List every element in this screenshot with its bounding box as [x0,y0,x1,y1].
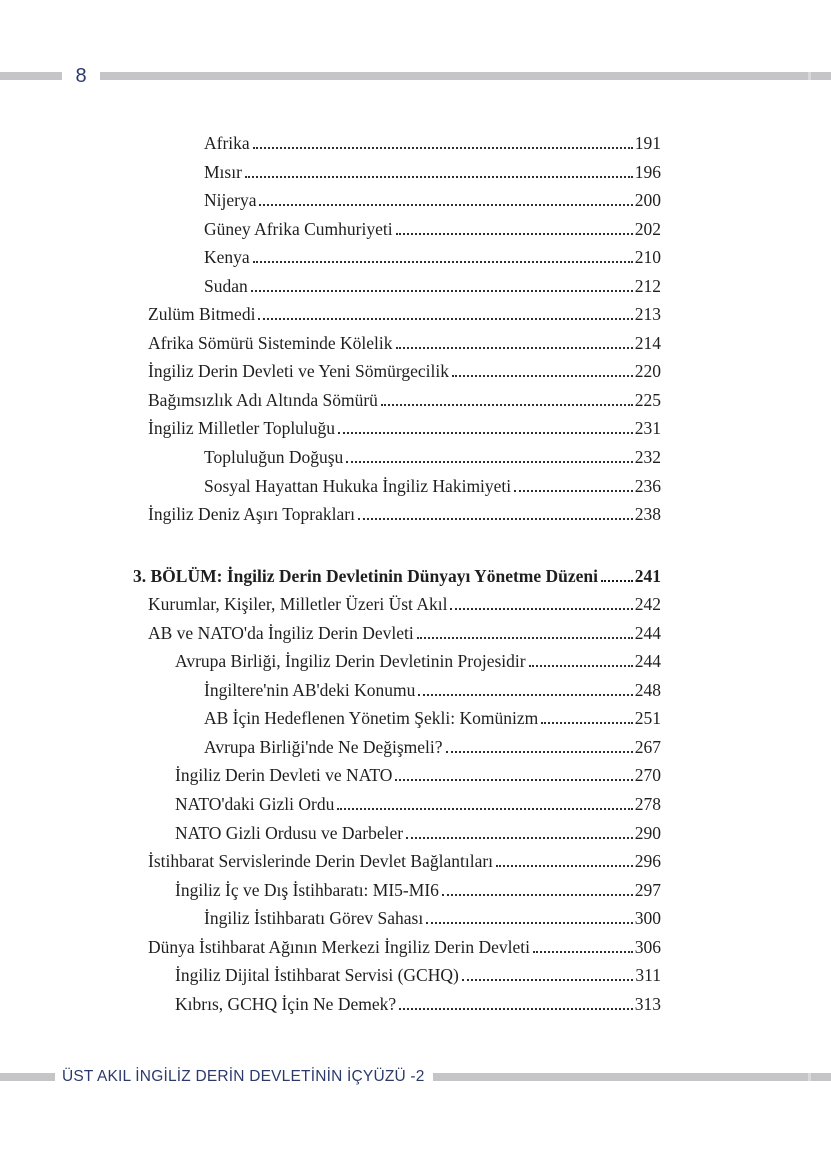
toc-entry-page: 244 [634,651,661,672]
toc-entry-label: Topluluğun Doğuşu [204,447,344,468]
toc-entry [133,790,661,819]
toc-entry-page: 297 [634,879,661,900]
page-number: 8 [75,65,87,87]
toc-entry-page: 251 [634,708,661,729]
toc-entry-label: İngiliz Derin Devleti ve Yeni Sömürgecilik [148,361,450,382]
toc-entry [133,386,661,415]
toc-entry-label: İngiliz Dijital İstihbarat Servisi (GCHQ) [175,965,459,986]
header-rule-notch [808,72,811,80]
dotted-leader [251,290,633,292]
toc-entry-page: 214 [634,332,661,353]
toc-entry-label: Avrupa Birliği'nde Ne Değişmeli? [204,736,443,757]
toc-entry [133,329,661,358]
toc-entry-page: 244 [634,622,661,643]
dotted-leader [358,518,633,520]
toc-entry-page: 232 [634,447,661,468]
toc-entry-label: Avrupa Birliği, İngiliz Derin Devletinin Projesidir [175,651,526,672]
dotted-leader [601,580,633,582]
dotted-leader [396,233,633,235]
toc-entry [133,990,661,1019]
toc-entry-page: 278 [634,794,661,815]
toc-entry-label: AB İçin Hedeflenen Yönetim Şekli: Komünizm [204,708,539,729]
footer-rule-notch [808,1073,811,1081]
toc-entry-label: 3. BÖLÜM: İngiliz Derin Devletinin Dünyayı Yönetme Düzeni [133,565,599,586]
toc-entry-page: 248 [634,679,661,700]
dotted-leader [426,922,633,924]
toc-entry-label: İngiltere'nin AB'deki Konumu [204,679,416,700]
toc-entry-label: NATO'daki Gizli Ordu [175,794,335,815]
toc-entry-label: İngiliz Derin Devleti ve NATO [175,765,393,786]
toc-entry [133,704,661,733]
toc-entry [133,472,661,501]
toc-entry-page: 296 [634,851,661,872]
toc-entry-label: Kıbrıs, GCHQ İçin Ne Demek? [175,993,397,1014]
dotted-leader [452,375,633,377]
toc-entry-page: 270 [634,765,661,786]
toc-entry [133,961,661,990]
toc-entry-page: 306 [634,936,661,957]
toc-entry [133,357,661,386]
toc-entry-page: 238 [634,504,661,525]
toc-entry-page: 236 [634,475,661,496]
toc-entry [133,562,661,591]
toc-entry [133,647,661,676]
toc-entry [133,500,661,529]
dotted-leader [446,751,633,753]
toc-entry [133,676,661,705]
toc-entry-label: NATO Gizli Ordusu ve Darbeler [175,822,404,843]
toc-entry-label: Bağımsızlık Adı Altında Sömürü [148,389,378,410]
dotted-leader [541,722,633,724]
table-of-contents [133,129,661,1018]
dotted-leader [496,865,633,867]
page-header [0,66,831,86]
toc-entry [133,619,661,648]
header-rule-right [100,72,831,80]
toc-entry-label: Güney Afrika Cumhuriyeti [204,218,393,239]
dotted-leader [396,347,633,349]
toc-entry-page: 311 [635,965,661,986]
toc-entry [133,272,661,301]
toc-entry [133,129,661,158]
toc-entry-page: 300 [634,908,661,929]
toc-entry-page: 220 [634,361,661,382]
toc-entry-page: 202 [634,218,661,239]
dotted-leader [346,461,632,463]
toc-entry [133,819,661,848]
toc-entry-page: 225 [634,389,661,410]
toc-entry-label: İngiliz Deniz Aşırı Toprakları [148,504,355,525]
toc-entry-label: AB ve NATO'da İngiliz Derin Devleti [148,622,414,643]
dotted-leader [337,808,632,810]
dotted-leader [514,490,633,492]
toc-entry [133,158,661,187]
dotted-leader [338,432,633,434]
toc-entry-page: 210 [634,247,661,268]
toc-entry-label: Zulüm Bitmedi [148,304,256,325]
toc-entry-page: 313 [634,993,661,1014]
dotted-leader [462,979,634,981]
toc-entry-label: İngiliz İç ve Dış İstihbaratı: MI5-MI6 [175,879,439,900]
toc-entry [133,414,661,443]
dotted-leader [258,318,632,320]
dotted-leader [253,261,633,263]
footer-rule-left [0,1073,55,1081]
toc-entry [133,761,661,790]
dotted-leader [259,204,632,206]
toc-entry [133,904,661,933]
toc-entry-page: 241 [634,565,661,586]
dotted-leader [253,147,633,149]
dotted-leader [406,837,633,839]
toc-entry [133,590,661,619]
toc-entry-label: Afrika [204,133,250,153]
toc-entry [133,243,661,272]
dotted-leader [245,176,633,178]
toc-entry-page: 213 [634,304,661,325]
toc-entry-label: Sudan [204,275,248,296]
toc-entry [133,186,661,215]
toc-entry-label: İngiliz Milletler Topluluğu [148,418,336,439]
toc-entry-page: 231 [634,418,661,439]
dotted-leader [395,779,632,781]
footer-rule-right [433,1073,831,1081]
dotted-leader [381,404,633,406]
toc-entry-label: Afrika Sömürü Sisteminde Kölelik [148,332,393,353]
toc-entry [133,847,661,876]
toc-entry [133,933,661,962]
toc-entry-page: 212 [634,275,661,296]
toc-entry-label: Mısır [204,161,242,182]
toc-entry-page: 290 [634,822,661,843]
toc-entry-label: Dünya İstihbarat Ağının Merkezi İngiliz Derin Devleti [148,936,530,957]
dotted-leader [399,1008,633,1010]
toc-entry-label: Kenya [204,247,250,268]
dotted-leader [418,694,632,696]
book-title: ÜST AKIL İNGİLİZ DERİN DEVLETİNİN İÇYÜZÜ -2 [62,1068,425,1085]
toc-entry-label: Kurumlar, Kişiler, Milletler Üzeri Üst Akıl [148,594,448,615]
toc-entry [133,215,661,244]
dotted-leader [417,637,633,639]
toc-entry-page: 267 [634,736,661,757]
toc-entry-page: 191 [634,133,661,153]
toc-entry-page: 200 [634,190,661,211]
toc-entry [133,300,661,329]
dotted-leader [442,894,633,896]
page-footer [0,1067,831,1087]
toc-entry [133,876,661,905]
header-rule-left [0,72,62,80]
toc-entry [133,733,661,762]
toc-entry-label: İngiliz İstihbaratı Görev Sahası [204,908,424,929]
toc-entry-page: 242 [634,594,661,615]
dotted-leader [529,665,633,667]
toc-entry-page: 196 [634,161,661,182]
toc-entry-label: Sosyal Hayattan Hukuka İngiliz Hakimiyeti [204,475,512,496]
toc-entry-label: İstihbarat Servislerinde Derin Devlet Bağlantıları [148,851,494,872]
toc-entry [133,443,661,472]
dotted-leader [533,951,633,953]
dotted-leader [450,608,632,610]
toc-entry-label: Nijerya [204,190,257,211]
